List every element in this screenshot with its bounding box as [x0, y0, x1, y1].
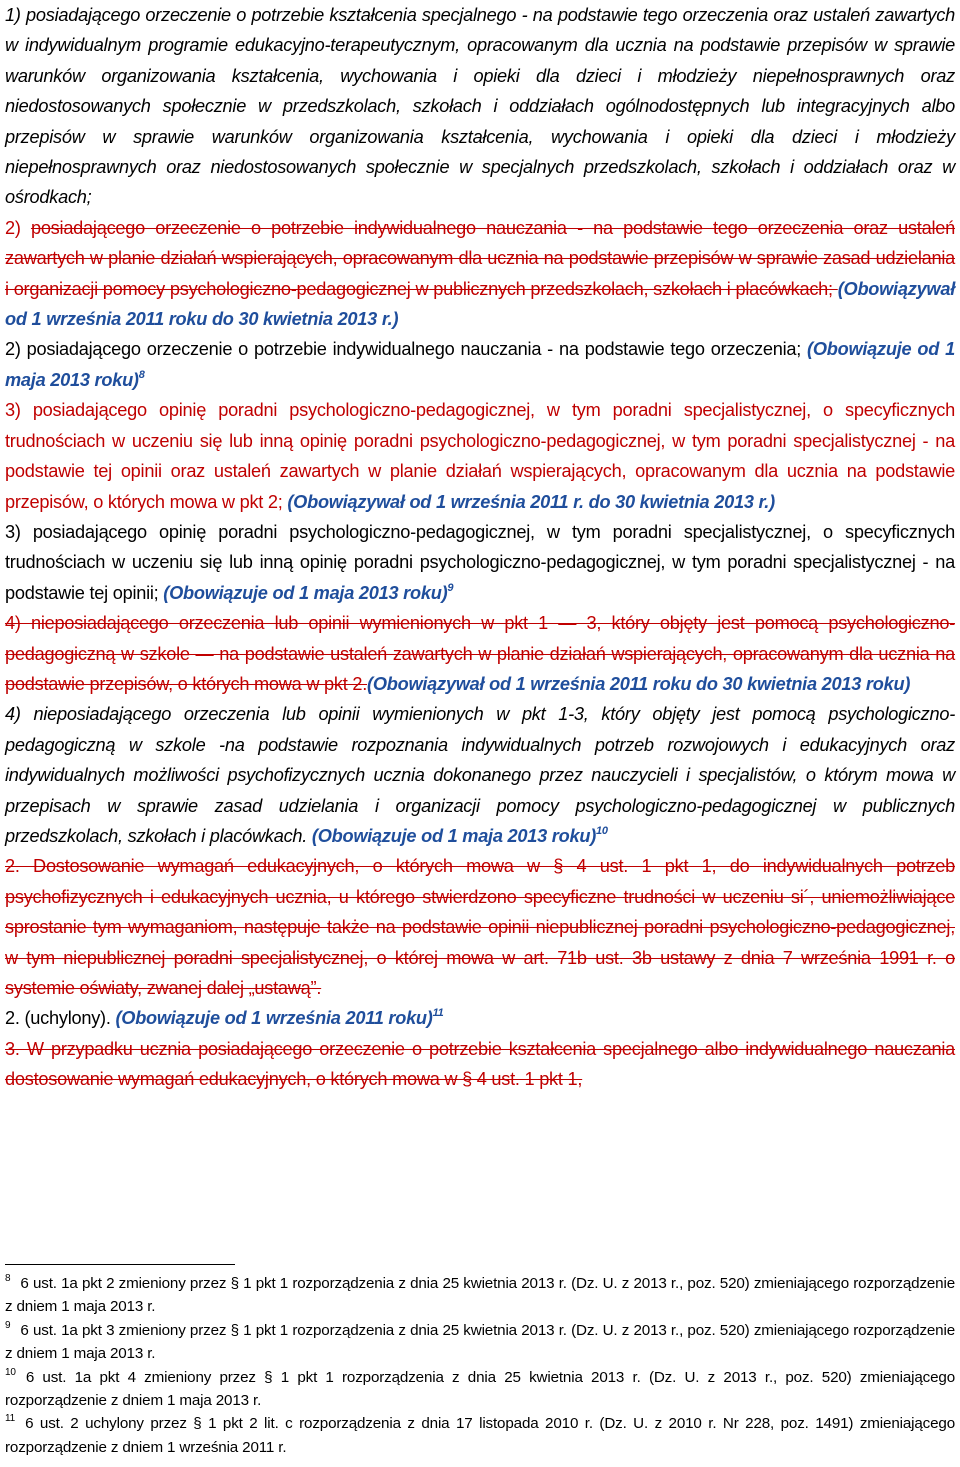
paragraph-2-repealed: [5, 213, 955, 335]
section-2-repealed-text: 2. Dostosowanie wymagań edukacyjnych, o których mowa w § 4 ust. 1 pkt 1, do indywidualnych potrzeb psychofizycznych i edukacyjnych ucznia, u którego stwierdzono specyficzne trudności w uczeniu si´, uniemożliwiające sprostanie tym wymaganiom, następuje także na podstawie opinii niepublicznej poradni psychologiczno-pedagogicznej, w tym niepublicznej poradni specjalistycznej, o której mowa w art. 71b ust. 3b ustawy z dnia 7 września 1991 r. o systemie oświaty, zwanej dalej „ustawą”.: [5, 856, 955, 998]
section-2-current-text: 2. (uchylony).: [5, 1008, 116, 1029]
paragraph-2-repealed-number: 2): [5, 217, 31, 238]
footnote-text: 6 ust. 1a pkt 3 zmieniony przez § 1 pkt 1 rozporządzenia z dnia 25 kwietnia 2013 r. (Dz. U. z 2013 r., poz. 520) zmieniającego rozporządzenie z dniem 1 maja 2013 r.: [5, 1321, 955, 1363]
footnote-separator: [5, 1264, 235, 1265]
footnote-ref-10[interactable]: 10: [596, 824, 608, 837]
paragraph-3-current: [5, 517, 955, 608]
paragraph-4-repealed-note: (Obowiązywał od 1 września 2011 roku do 30 kwietnia 2013 roku): [367, 673, 911, 694]
paragraph-3-current-note: (Obowiązuje od 1 maja 2013 roku): [163, 582, 448, 603]
paragraph-4-current: [5, 699, 955, 851]
footnote-ref-9[interactable]: 9: [447, 581, 454, 594]
paragraph-2-current-text: 2) posiadającego orzeczenie o potrzebie indywidualnego nauczania - na podstawie tego orzeczenia;: [5, 339, 808, 360]
section-2-current: [5, 1003, 955, 1033]
footnote-number: 8: [5, 1273, 11, 1284]
footnote-ref-8[interactable]: 8: [138, 368, 145, 381]
footnote-11: [5, 1412, 955, 1459]
paragraph-2-repealed-note: (Obowiązywał od 1 września 2011 roku do 30 kwietnia 2013 r.): [5, 278, 955, 330]
paragraph-4-current-text: 4) nieposiadającego orzeczenia lub opinii wymienionych w pkt 1-3, który objęty jest pomocą psychologiczno-pedagogiczną w szkole -na podstawie rozpoznania indywidualnych potrzeb rozwojowych i edukacyjnych oraz indywidualnych możliwości psychofizycznych ucznia dokonanego przez nauczycieli i specjalistów, o którym mowa w przepisach w sprawie zasad udzielania i organizacji pomocy psychologiczno-pedagogicznej w publicznych przedszkolach, szkołach i placówkach.: [5, 704, 955, 846]
paragraph-2-current: [5, 334, 955, 395]
footnote-number: 11: [5, 1413, 16, 1425]
paragraph-2-current-note: (Obowiązuje od 1 maja 2013 roku): [5, 339, 955, 390]
footnote-ref-11[interactable]: 11: [432, 1007, 444, 1020]
footnote-text: 6 ust. 2 uchylony przez § 1 pkt 2 lit. c rozporządzenia z dnia 17 listopada 2010 r. (Dz. U. z 2010 r. Nr 228, poz. 1491) zmieniającego rozporządzenie z dniem 1 września 2011 r.: [5, 1415, 955, 1456]
section-2-repealed: [5, 851, 955, 1003]
footnote-number: 10: [5, 1366, 16, 1378]
document-body: [5, 0, 955, 1095]
footnote-text: 6 ust. 1a pkt 2 zmieniony przez § 1 pkt 1 rozporządzenia z dnia 25 kwietnia 2013 r. (Dz. U. z 2013 r., poz. 520) zmieniającego rozporządzenie z dniem 1 maja 2013 r.: [5, 1275, 955, 1316]
paragraph-2-repealed-text: posiadającego orzeczenie o potrzebie indywidualnego nauczania - na podstawie tego orzeczenia oraz ustaleń zawartych w planie działań wspierających, opracowanym dla ucznia na podstawie przepisów w sprawie zasad udzielania i organizacji pomocy psychologiczno-pedagogicznej w publicznych przedszkolach, szkołach i placówkach;: [5, 217, 955, 299]
paragraph-4-repealed: [5, 608, 955, 699]
paragraph-3-repealed-text: 3) posiadającego opinię poradni psychologiczno-pedagogicznej, w tym poradni specjalistycznej, o specyficznych trudnościach w uczeniu się lub inną opinię poradni psychologiczno-pedagogicznej, w tym poradni specjalistycznej - na podstawie tej opinii oraz ustaleń zawartych w planie działań wspierających, opracowanym dla ucznia na podstawie przepisów, o których mowa w pkt 2;: [5, 400, 955, 512]
section-2-current-note: (Obowiązuje od 1 września 2011 roku): [115, 1008, 433, 1029]
section-3-repealed: [5, 1034, 955, 1095]
footnote-9: [5, 1319, 955, 1366]
footnote-10: [5, 1366, 955, 1413]
paragraph-3-repealed-note: (Obowiązywał od 1 września 2011 r. do 30 kwietnia 2013 r.): [287, 491, 775, 512]
paragraph-1-text: 1) posiadającego orzeczenie o potrzebie kształcenia specjalnego - na podstawie tego orzeczenia oraz ustaleń zawartych w indywidualnym programie edukacyjno-terapeutycznym, opracowanym dla ucznia na podstawie przepisów w sprawie warunków organizowania kształcenia, wychowania i opieki dla dzieci i młodzieży niepełnosprawnych oraz niedostosowanych społecznie w przedszkolach, szkołach i oddziałach ogólnodostępnych lub integracyjnych albo przepisów w sprawie warunków organizowania kształcenia, wychowania i opieki dla dzieci i młodzieży niepełnosprawnych oraz niedostosowanych społecznie w specjalnych przedszkolach, szkołach i oddziałach oraz w ośrodkach;: [5, 5, 955, 208]
paragraph-3-current-text: 3) posiadającego opinię poradni psychologiczno-pedagogicznej, w tym poradni specjalistycznej, o specyficznych trudnościach w uczeniu się lub inną opinię poradni psychologiczno-pedagogicznej, w tym poradni specjalistycznej - na podstawie tej opinii;: [5, 521, 955, 603]
section-3-repealed-text: 3. W przypadku ucznia posiadającego orzeczenie o potrzebie kształcenia specjalnego albo indywidualnego nauczania dostosowanie wymagań edukacyjnych, o których mowa w § 4 ust. 1 pkt 1,: [5, 1038, 955, 1090]
paragraph-4-current-note: (Obowiązuje od 1 maja 2013 roku): [311, 825, 597, 846]
footnote-8: [5, 1272, 955, 1319]
paragraph-3-repealed: [5, 395, 955, 517]
footnotes: [5, 1272, 955, 1459]
footnote-number: 9: [5, 1319, 11, 1331]
footnote-text: 6 ust. 1a pkt 4 zmieniony przez § 1 pkt 1 rozporządzenia z dnia 25 kwietnia 2013 r. (Dz. U. z 2013 r., poz. 520) zmieniającego rozporządzenie z dniem 1 maja 2013 r.: [5, 1368, 955, 1410]
paragraph-4-repealed-text: 4) nieposiadającego orzeczenia lub opinii wymienionych w pkt 1 — 3, który objęty jest pomocą psychologiczno-pedagogiczną w szkole — na podstawie ustaleń zawartych w planie działań wspierających, opracowanym dla ucznia na podstawie przepisów, o których mowa w pkt 2.: [5, 613, 955, 694]
